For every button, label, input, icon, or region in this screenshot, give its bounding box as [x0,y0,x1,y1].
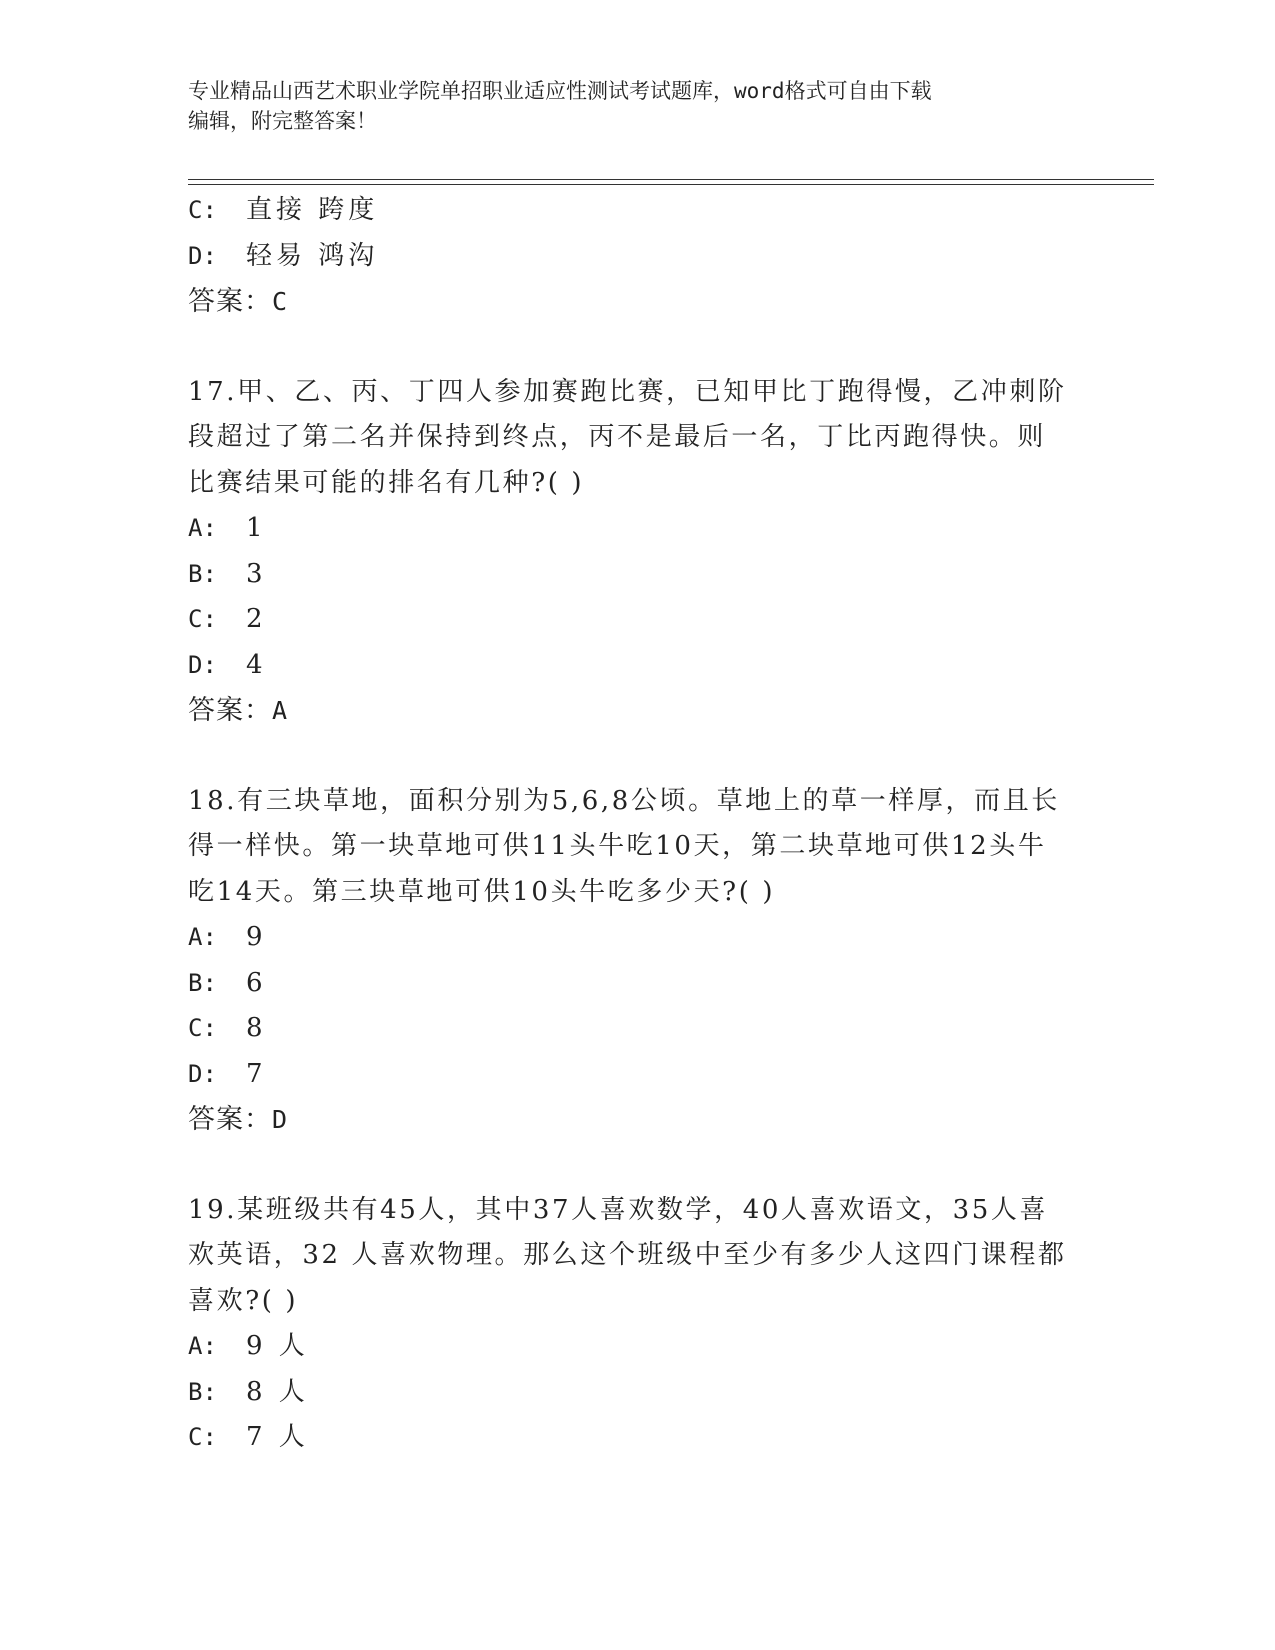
answer-line [188,279,1088,325]
option-b [188,552,1088,598]
option-a [188,1324,1088,1370]
header-line-2: 编辑，附完整答案！ [188,109,377,133]
option-text: 轻易 鸿沟 [246,240,379,271]
option-d [188,234,1088,280]
question-text: 19.某班级共有45人，其中37人喜欢数学，40人喜欢语文，35人喜欢英语，32 人喜欢物理。那么这个班级中至少有多少人这四门课程都喜欢?( ) [188,1194,1067,1316]
option-text: 7 [246,1058,267,1089]
question-text: 18.有三块草地，面积分别为5,6,8公顷。草地上的草一样厚，而且长得一样快。第一块草地可供11头牛吃10天，第二块草地可供12头牛吃14天。第三块草地可供10头牛吃多少天?( ) [188,785,1060,907]
header-divider-bottom [188,184,1154,185]
option-b [188,961,1088,1007]
answer-label: 答案： [188,286,272,317]
option-text: 4 [246,649,267,680]
option-text: 7 人 [246,1422,309,1452]
option-letter: A: [188,514,217,542]
header-divider-top [188,179,1154,180]
document-header [188,76,1088,136]
question-text: 17.甲、乙、丙、丁四人参加赛跑比赛，已知甲比丁跑得慢，乙冲刺阶段超过了第二名并保持到终点，丙不是最后一名，丁比丙跑得快。则比赛结果可能的排名有几种?( ) [188,376,1067,498]
question-18-block [188,779,1088,1143]
question-19-block [188,1188,1088,1461]
answer-line [188,1097,1088,1143]
option-c [188,188,1088,234]
option-letter: B: [188,559,217,588]
option-text: 8 人 [246,1376,309,1407]
option-letter: D: [188,650,217,679]
option-text: 直接 跨度 [246,195,379,225]
header-line-1: 专业精品山西艺术职业学院单招职业适应性测试考试题库，word格式可自由下载 [188,79,932,103]
option-letter: C: [188,1423,217,1451]
option-c [188,597,1088,643]
document-body [188,188,1088,1461]
option-text: 6 [246,967,267,998]
option-text: 2 [246,604,267,634]
option-text: 9 [246,922,267,952]
option-letter: C: [188,1014,217,1042]
answer-value: C [272,287,288,316]
option-letter: C: [188,196,217,224]
option-letter: B: [188,968,217,997]
question-17-block [188,370,1088,734]
question-16-block [188,188,1088,325]
option-d [188,643,1088,689]
answer-label: 答案： [188,1104,272,1135]
option-b [188,1370,1088,1416]
answer-value: A [272,696,288,725]
answer-value: D [272,1105,288,1134]
answer-label: 答案： [188,695,272,726]
option-text: 8 [246,1013,267,1043]
option-letter: A: [188,923,217,951]
option-c [188,1415,1088,1461]
option-letter: D: [188,241,217,270]
option-c [188,1006,1088,1052]
option-letter: A: [188,1332,217,1360]
option-letter: B: [188,1377,217,1406]
answer-line [188,688,1088,734]
option-d [188,1052,1088,1098]
option-text: 3 [246,558,267,589]
option-text: 1 [246,513,267,543]
option-letter: C: [188,605,217,633]
option-text: 9 人 [246,1331,309,1361]
option-letter: D: [188,1059,217,1088]
option-a [188,506,1088,552]
option-a [188,915,1088,961]
